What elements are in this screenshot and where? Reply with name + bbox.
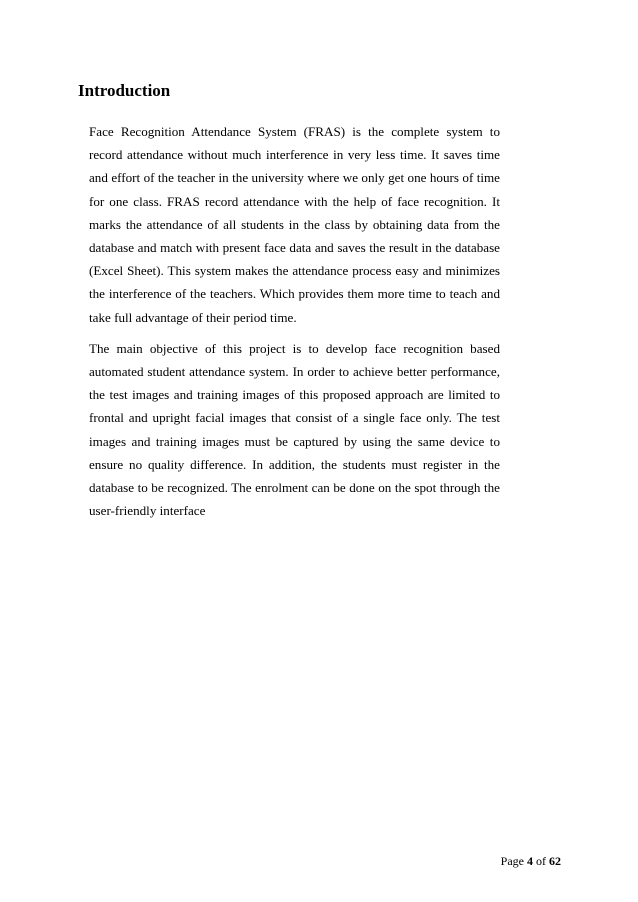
paragraph-1: Face Recognition Attendance System (FRAS) is the complete system to record attendance without much interference in very less time. It saves time and effort of the teacher in the university where we only get one hours of time for one class. FRAS record attendance with the help of face recognition. It marks the attendance of all students in the class by obtaining data from the database and match with present face data and saves the result in the database (Excel Sheet). This system makes the attendance process easy and minimizes the interference of the teachers. Which provides them more time to teach and take full advantage of their period time. [89, 124, 500, 325]
body-text [89, 120, 500, 530]
of-label: of [536, 854, 546, 868]
paragraph-2: The main objective of this project is to develop face recognition based automated student attendance system. In order to achieve better performance, the test images and training images of this proposed approach are limited to frontal and upright facial images that consist of a single face only. The test images and training images must be captured by using the same device to ensure no quality difference. In addition, the students must register in the database to be recognized. The enrolment can be done on the spot through the user-friendly interface [89, 340, 500, 519]
page-label: Page [500, 854, 524, 868]
page-footer [501, 853, 561, 869]
page-number: 4 [527, 854, 533, 868]
total-pages: 62 [549, 854, 561, 868]
section-heading: Introduction [78, 81, 171, 100]
